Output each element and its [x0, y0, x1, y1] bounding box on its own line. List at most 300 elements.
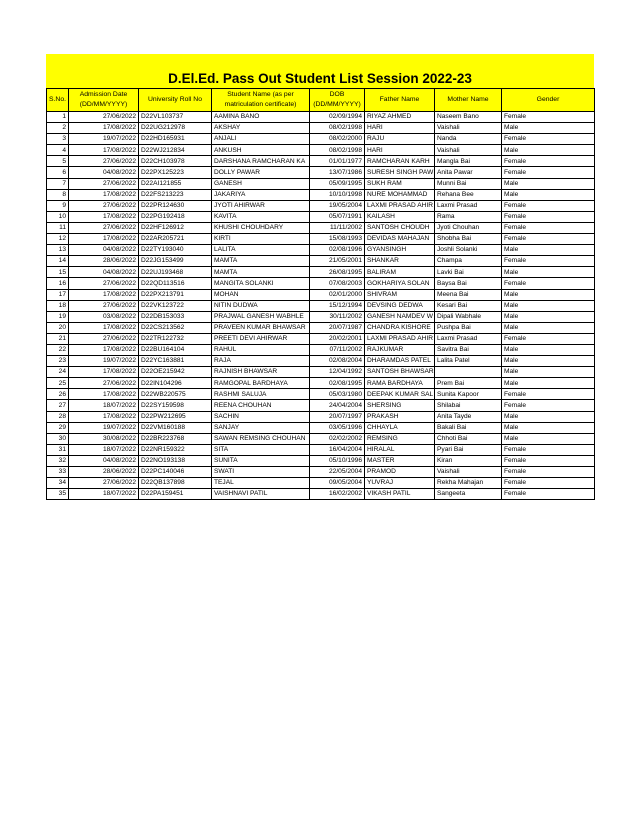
cell-gender: Female — [502, 211, 595, 222]
cell-student-name: AAMINA BANO — [212, 112, 310, 123]
table-row — [47, 489, 595, 500]
cell-student-name: MAMTA — [212, 267, 310, 278]
cell-gender: Female — [502, 156, 595, 167]
cell-gender: Female — [502, 134, 595, 145]
table-body — [47, 112, 595, 500]
cell-dob: 02/08/1995 — [310, 378, 365, 389]
cell-gender: Female — [502, 400, 595, 411]
cell-admission-date: 18/07/2022 — [69, 489, 139, 500]
cell-admission-date: 27/06/2022 — [69, 333, 139, 344]
cell-admission-date: 27/06/2022 — [69, 478, 139, 489]
cell-roll-no: D22SY159598 — [139, 400, 212, 411]
cell-gender: Male — [502, 289, 595, 300]
cell-admission-date: 04/08/2022 — [69, 245, 139, 256]
cell-father-name: RIYAZ AHMED — [365, 112, 435, 123]
cell-dob: 15/08/1993 — [310, 234, 365, 245]
cell-mother-name: Kiran — [435, 455, 502, 466]
cell-sno: 11 — [47, 222, 69, 233]
cell-mother-name: Munni Bai — [435, 178, 502, 189]
table-row — [47, 112, 595, 123]
cell-gender: Male — [502, 189, 595, 200]
cell-admission-date: 17/08/2022 — [69, 344, 139, 355]
cell-gender: Female — [502, 234, 595, 245]
cell-roll-no: D22VM160188 — [139, 422, 212, 433]
cell-father-name: HARI — [365, 145, 435, 156]
cell-roll-no: D22PA159451 — [139, 489, 212, 500]
table-row — [47, 333, 595, 344]
cell-admission-date: 17/08/2022 — [69, 289, 139, 300]
table-row — [47, 289, 595, 300]
cell-roll-no: D22QB137898 — [139, 478, 212, 489]
cell-dob: 08/02/2000 — [310, 134, 365, 145]
cell-father-name: GYANSINGH — [365, 245, 435, 256]
table-row — [47, 467, 595, 478]
cell-dob: 02/08/2004 — [310, 356, 365, 367]
cell-gender: Female — [502, 389, 595, 400]
table-row — [47, 200, 595, 211]
student-list-table — [46, 88, 595, 500]
cell-dob: 01/01/1977 — [310, 156, 365, 167]
cell-father-name: DEEPAK KUMAR SAL — [365, 389, 435, 400]
cell-roll-no: D22NR159322 — [139, 444, 212, 455]
cell-father-name: REMSING — [365, 433, 435, 444]
cell-dob: 02/08/1996 — [310, 245, 365, 256]
cell-sno: 24 — [47, 367, 69, 378]
cell-admission-date: 17/08/2022 — [69, 145, 139, 156]
cell-admission-date: 17/08/2022 — [69, 211, 139, 222]
cell-student-name: NITIN DUDWA — [212, 300, 310, 311]
cell-sno: 10 — [47, 211, 69, 222]
cell-gender: Male — [502, 322, 595, 333]
cell-student-name: AKSHAY — [212, 123, 310, 134]
cell-student-name: LALITA — [212, 245, 310, 256]
cell-father-name: PRAKASH — [365, 411, 435, 422]
cell-gender: Male — [502, 300, 595, 311]
table-row — [47, 422, 595, 433]
cell-student-name: REENA CHOUHAN — [212, 400, 310, 411]
table-row — [47, 178, 595, 189]
table-row — [47, 211, 595, 222]
cell-admission-date: 27/06/2022 — [69, 112, 139, 123]
table-row — [47, 134, 595, 145]
cell-dob: 08/02/1998 — [310, 145, 365, 156]
cell-student-name: ANKUSH — [212, 145, 310, 156]
cell-father-name: PRAMOD — [365, 467, 435, 478]
cell-roll-no: D22YC163881 — [139, 356, 212, 367]
cell-roll-no: D22QD113516 — [139, 278, 212, 289]
cell-sno: 12 — [47, 234, 69, 245]
cell-dob: 07/08/2003 — [310, 278, 365, 289]
cell-roll-no: D22PX213791 — [139, 289, 212, 300]
table-row — [47, 156, 595, 167]
cell-admission-date: 18/07/2022 — [69, 400, 139, 411]
cell-roll-no: D22NO193138 — [139, 455, 212, 466]
table-row — [47, 256, 595, 267]
cell-student-name: VAISHNAVI PATIL — [212, 489, 310, 500]
cell-sno: 15 — [47, 267, 69, 278]
cell-gender: Male — [502, 411, 595, 422]
cell-father-name: BALIRAM — [365, 267, 435, 278]
cell-dob: 08/02/1998 — [310, 123, 365, 134]
cell-admission-date: 27/06/2022 — [69, 278, 139, 289]
cell-sno: 28 — [47, 411, 69, 422]
cell-father-name: GANESH NAMDEV W — [365, 311, 435, 322]
cell-father-name: SANTOSH CHOUDH — [365, 222, 435, 233]
cell-mother-name: Rama — [435, 211, 502, 222]
cell-dob: 16/04/2004 — [310, 444, 365, 455]
cell-admission-date: 17/08/2022 — [69, 389, 139, 400]
table-row — [47, 167, 595, 178]
cell-gender: Female — [502, 278, 595, 289]
cell-admission-date: 19/07/2022 — [69, 356, 139, 367]
table-row — [47, 411, 595, 422]
cell-mother-name: Vaishali — [435, 145, 502, 156]
cell-gender: Female — [502, 478, 595, 489]
cell-mother-name: Prem Bai — [435, 378, 502, 389]
cell-father-name: DHARAMDAS PATEL — [365, 356, 435, 367]
cell-sno: 19 — [47, 311, 69, 322]
cell-student-name: SAWAN REMSING CHOUHAN — [212, 433, 310, 444]
cell-dob: 05/07/1991 — [310, 211, 365, 222]
cell-gender: Female — [502, 455, 595, 466]
cell-dob: 05/10/1996 — [310, 455, 365, 466]
cell-gender: Male — [502, 433, 595, 444]
cell-sno: 5 — [47, 156, 69, 167]
cell-mother-name: Lalita Patel — [435, 356, 502, 367]
cell-roll-no: D22WB220575 — [139, 389, 212, 400]
table-row — [47, 278, 595, 289]
cell-roll-no: D22FS213223 — [139, 189, 212, 200]
table-row — [47, 478, 595, 489]
cell-roll-no: D22AI121855 — [139, 178, 212, 189]
table-row — [47, 189, 595, 200]
cell-dob: 30/11/2002 — [310, 311, 365, 322]
cell-student-name: SUNITA — [212, 455, 310, 466]
cell-admission-date: 19/07/2022 — [69, 422, 139, 433]
cell-student-name: SANJAY — [212, 422, 310, 433]
cell-dob: 11/11/2002 — [310, 222, 365, 233]
cell-admission-date: 28/06/2022 — [69, 256, 139, 267]
cell-roll-no: D22PC140046 — [139, 467, 212, 478]
cell-gender: Male — [502, 356, 595, 367]
header-mother-name: Mother Name — [435, 89, 502, 112]
table-row — [47, 145, 595, 156]
cell-mother-name: Pushpa Bai — [435, 322, 502, 333]
cell-mother-name: Naseem Bano — [435, 112, 502, 123]
cell-father-name: CHANDRA KISHORE — [365, 322, 435, 333]
cell-dob: 09/05/2004 — [310, 478, 365, 489]
cell-sno: 23 — [47, 356, 69, 367]
cell-dob: 21/05/2001 — [310, 256, 365, 267]
cell-roll-no: D22BU164104 — [139, 344, 212, 355]
cell-gender: Male — [502, 123, 595, 134]
cell-father-name: SANTOSH BHAWSAR — [365, 367, 435, 378]
cell-roll-no: D22HD165931 — [139, 134, 212, 145]
cell-mother-name — [435, 367, 502, 378]
cell-sno: 34 — [47, 478, 69, 489]
header-student-name: Student Name (as per matriculation certificate) — [212, 89, 310, 112]
cell-gender: Male — [502, 178, 595, 189]
cell-student-name: MOHAN — [212, 289, 310, 300]
cell-sno: 21 — [47, 333, 69, 344]
cell-dob: 10/10/1998 — [310, 189, 365, 200]
cell-sno: 32 — [47, 455, 69, 466]
cell-mother-name: Shilabai — [435, 400, 502, 411]
cell-sno: 3 — [47, 134, 69, 145]
cell-father-name: RAJU — [365, 134, 435, 145]
cell-admission-date: 04/08/2022 — [69, 455, 139, 466]
header-gender: Gender — [502, 89, 595, 112]
cell-sno: 17 — [47, 289, 69, 300]
header-admission-date: Admission Date (DD/MM/YYYY) — [69, 89, 139, 112]
cell-student-name: KAVITA — [212, 211, 310, 222]
cell-roll-no: D22OE215942 — [139, 367, 212, 378]
table-row — [47, 455, 595, 466]
cell-roll-no: D22IN104296 — [139, 378, 212, 389]
cell-sno: 31 — [47, 444, 69, 455]
cell-gender: Male — [502, 145, 595, 156]
table-row — [47, 400, 595, 411]
cell-student-name: RAJNISH BHAWSAR — [212, 367, 310, 378]
cell-dob: 02/09/1994 — [310, 112, 365, 123]
cell-student-name: RAHUL — [212, 344, 310, 355]
cell-roll-no: D22DB153033 — [139, 311, 212, 322]
header-father-name: Father Name — [365, 89, 435, 112]
cell-father-name: RAMA BARDHAYA — [365, 378, 435, 389]
cell-roll-no: D22BR223768 — [139, 433, 212, 444]
cell-mother-name: Vaishali — [435, 123, 502, 134]
cell-student-name: SACHIN — [212, 411, 310, 422]
cell-admission-date: 27/06/2022 — [69, 300, 139, 311]
cell-mother-name: Laxmi Prasad — [435, 333, 502, 344]
cell-gender: Female — [502, 167, 595, 178]
cell-roll-no: D22VK123722 — [139, 300, 212, 311]
cell-admission-date: 27/06/2022 — [69, 378, 139, 389]
cell-admission-date: 18/07/2022 — [69, 444, 139, 455]
cell-father-name: GOKHARIYA SOLAN — [365, 278, 435, 289]
cell-sno: 14 — [47, 256, 69, 267]
cell-sno: 7 — [47, 178, 69, 189]
table-row — [47, 123, 595, 134]
cell-sno: 29 — [47, 422, 69, 433]
cell-mother-name: Savitra Bai — [435, 344, 502, 355]
cell-sno: 26 — [47, 389, 69, 400]
cell-father-name: RAJKUMAR — [365, 344, 435, 355]
cell-admission-date: 27/06/2022 — [69, 222, 139, 233]
cell-mother-name: Rehana Bee — [435, 189, 502, 200]
cell-admission-date: 27/06/2022 — [69, 200, 139, 211]
table-row — [47, 322, 595, 333]
cell-student-name: PRAVEEN KUMAR BHAWSAR — [212, 322, 310, 333]
cell-sno: 22 — [47, 344, 69, 355]
table-row — [47, 444, 595, 455]
cell-roll-no: D22WJ212834 — [139, 145, 212, 156]
cell-sno: 33 — [47, 467, 69, 478]
cell-sno: 20 — [47, 322, 69, 333]
cell-roll-no: D22JG153499 — [139, 256, 212, 267]
cell-student-name: JYOTI AHIRWAR — [212, 200, 310, 211]
document-title: D.El.Ed. Pass Out Student List Session 2022-23 — [168, 71, 472, 86]
cell-admission-date: 28/06/2022 — [69, 467, 139, 478]
cell-father-name: SURESH SINGH PAW — [365, 167, 435, 178]
cell-father-name: HIRALAL — [365, 444, 435, 455]
cell-admission-date: 17/08/2022 — [69, 367, 139, 378]
cell-mother-name: Sunita Kapoor — [435, 389, 502, 400]
cell-gender: Female — [502, 256, 595, 267]
cell-father-name: DEVSING DEDWA — [365, 300, 435, 311]
cell-mother-name: Anita Pawar — [435, 167, 502, 178]
cell-dob: 15/12/1994 — [310, 300, 365, 311]
cell-dob: 05/09/1995 — [310, 178, 365, 189]
cell-dob: 20/07/1987 — [310, 322, 365, 333]
cell-mother-name: Vaishali — [435, 467, 502, 478]
table-row — [47, 222, 595, 233]
cell-student-name: ANJALI — [212, 134, 310, 145]
cell-admission-date: 04/08/2022 — [69, 167, 139, 178]
cell-dob: 22/05/2004 — [310, 467, 365, 478]
cell-sno: 35 — [47, 489, 69, 500]
cell-sno: 25 — [47, 378, 69, 389]
cell-dob: 12/04/1992 — [310, 367, 365, 378]
header-roll-no: University Roll No — [139, 89, 212, 112]
header-dob: DOB (DD/MM/YYYY) — [310, 89, 365, 112]
cell-admission-date: 17/08/2022 — [69, 123, 139, 134]
cell-father-name: VIKASH PATIL — [365, 489, 435, 500]
cell-dob: 05/03/1980 — [310, 389, 365, 400]
cell-dob: 20/07/1997 — [310, 411, 365, 422]
header-sno: S.No. — [47, 89, 69, 112]
cell-sno: 18 — [47, 300, 69, 311]
cell-sno: 13 — [47, 245, 69, 256]
cell-roll-no: D22PW212695 — [139, 411, 212, 422]
cell-sno: 4 — [47, 145, 69, 156]
table-row — [47, 389, 595, 400]
cell-father-name: LAXMI PRASAD AHIR — [365, 200, 435, 211]
cell-roll-no: D22PG192418 — [139, 211, 212, 222]
cell-father-name: HARI — [365, 123, 435, 134]
cell-student-name: JAKARIYA — [212, 189, 310, 200]
cell-dob: 19/05/2004 — [310, 200, 365, 211]
cell-mother-name: Kesari Bai — [435, 300, 502, 311]
cell-mother-name: Pyari Bai — [435, 444, 502, 455]
cell-father-name: SUKH RAM — [365, 178, 435, 189]
cell-sno: 8 — [47, 189, 69, 200]
cell-father-name: SHIVRAM — [365, 289, 435, 300]
cell-roll-no: D22CS213562 — [139, 322, 212, 333]
cell-roll-no: D22UJ193468 — [139, 267, 212, 278]
cell-admission-date: 27/06/2022 — [69, 178, 139, 189]
cell-admission-date: 19/07/2022 — [69, 134, 139, 145]
title-banner — [46, 54, 594, 88]
cell-dob: 02/01/2000 — [310, 289, 365, 300]
cell-sno: 9 — [47, 200, 69, 211]
cell-student-name: SITA — [212, 444, 310, 455]
cell-mother-name: Meena Bai — [435, 289, 502, 300]
cell-admission-date: 17/08/2022 — [69, 322, 139, 333]
cell-roll-no: D22UG212978 — [139, 123, 212, 134]
cell-gender: Female — [502, 200, 595, 211]
table-row — [47, 433, 595, 444]
cell-roll-no: D22TR122732 — [139, 333, 212, 344]
cell-sno: 1 — [47, 112, 69, 123]
table-row — [47, 234, 595, 245]
cell-student-name: RAJA — [212, 356, 310, 367]
cell-father-name: KAILASH — [365, 211, 435, 222]
cell-mother-name: Shobha Bai — [435, 234, 502, 245]
table-row — [47, 245, 595, 256]
cell-gender: Male — [502, 311, 595, 322]
cell-student-name: PRAJWAL GANESH WABHLE — [212, 311, 310, 322]
cell-dob: 20/02/2001 — [310, 333, 365, 344]
cell-student-name: TEJAL — [212, 478, 310, 489]
cell-mother-name: Nanda — [435, 134, 502, 145]
cell-gender: Female — [502, 333, 595, 344]
cell-father-name: CHHAYLA — [365, 422, 435, 433]
cell-student-name: GANESH — [212, 178, 310, 189]
cell-admission-date: 17/08/2022 — [69, 189, 139, 200]
cell-roll-no: D22HF126912 — [139, 222, 212, 233]
cell-mother-name: Baysa Bai — [435, 278, 502, 289]
table-row — [47, 300, 595, 311]
cell-mother-name: Laxmi Prasad — [435, 200, 502, 211]
cell-student-name: DOLLY PAWAR — [212, 167, 310, 178]
table-row — [47, 378, 595, 389]
cell-father-name: MASTER — [365, 455, 435, 466]
table-row — [47, 311, 595, 322]
cell-student-name: KIRTI — [212, 234, 310, 245]
cell-gender: Male — [502, 422, 595, 433]
cell-sno: 6 — [47, 167, 69, 178]
cell-admission-date: 30/08/2022 — [69, 433, 139, 444]
cell-dob: 07/11/2002 — [310, 344, 365, 355]
cell-mother-name: Lavki Bai — [435, 267, 502, 278]
table-row — [47, 267, 595, 278]
cell-roll-no: D22PR124630 — [139, 200, 212, 211]
cell-gender: Female — [502, 467, 595, 478]
cell-father-name: LAXMI PRASAD AHIR — [365, 333, 435, 344]
cell-roll-no: D22CH103978 — [139, 156, 212, 167]
cell-admission-date: 04/08/2022 — [69, 267, 139, 278]
cell-sno: 30 — [47, 433, 69, 444]
cell-mother-name: Jyoti Chouhan — [435, 222, 502, 233]
cell-gender: Male — [502, 267, 595, 278]
table-row — [47, 367, 595, 378]
cell-dob: 26/08/1995 — [310, 267, 365, 278]
cell-gender: Male — [502, 378, 595, 389]
cell-father-name: DEVIDAS MAHAJAN — [365, 234, 435, 245]
cell-mother-name: Champa — [435, 256, 502, 267]
cell-sno: 16 — [47, 278, 69, 289]
cell-gender: Female — [502, 489, 595, 500]
cell-father-name: RAMCHARAN KARH — [365, 156, 435, 167]
cell-mother-name: Joshli Solanki — [435, 245, 502, 256]
cell-mother-name: Bakali Bai — [435, 422, 502, 433]
cell-student-name: MANGITA SOLANKI — [212, 278, 310, 289]
cell-sno: 27 — [47, 400, 69, 411]
cell-dob: 16/02/2002 — [310, 489, 365, 500]
cell-gender: Male — [502, 245, 595, 256]
cell-sno: 2 — [47, 123, 69, 134]
cell-student-name: PREETI DEVI AHIRWAR — [212, 333, 310, 344]
cell-student-name: SWATI — [212, 467, 310, 478]
cell-admission-date: 17/08/2022 — [69, 411, 139, 422]
cell-mother-name: Dipali Wabhale — [435, 311, 502, 322]
cell-dob: 13/07/1986 — [310, 167, 365, 178]
table-row — [47, 356, 595, 367]
cell-mother-name: Chhoti Bai — [435, 433, 502, 444]
cell-mother-name: Sangeeta — [435, 489, 502, 500]
cell-father-name: YUVRAJ — [365, 478, 435, 489]
